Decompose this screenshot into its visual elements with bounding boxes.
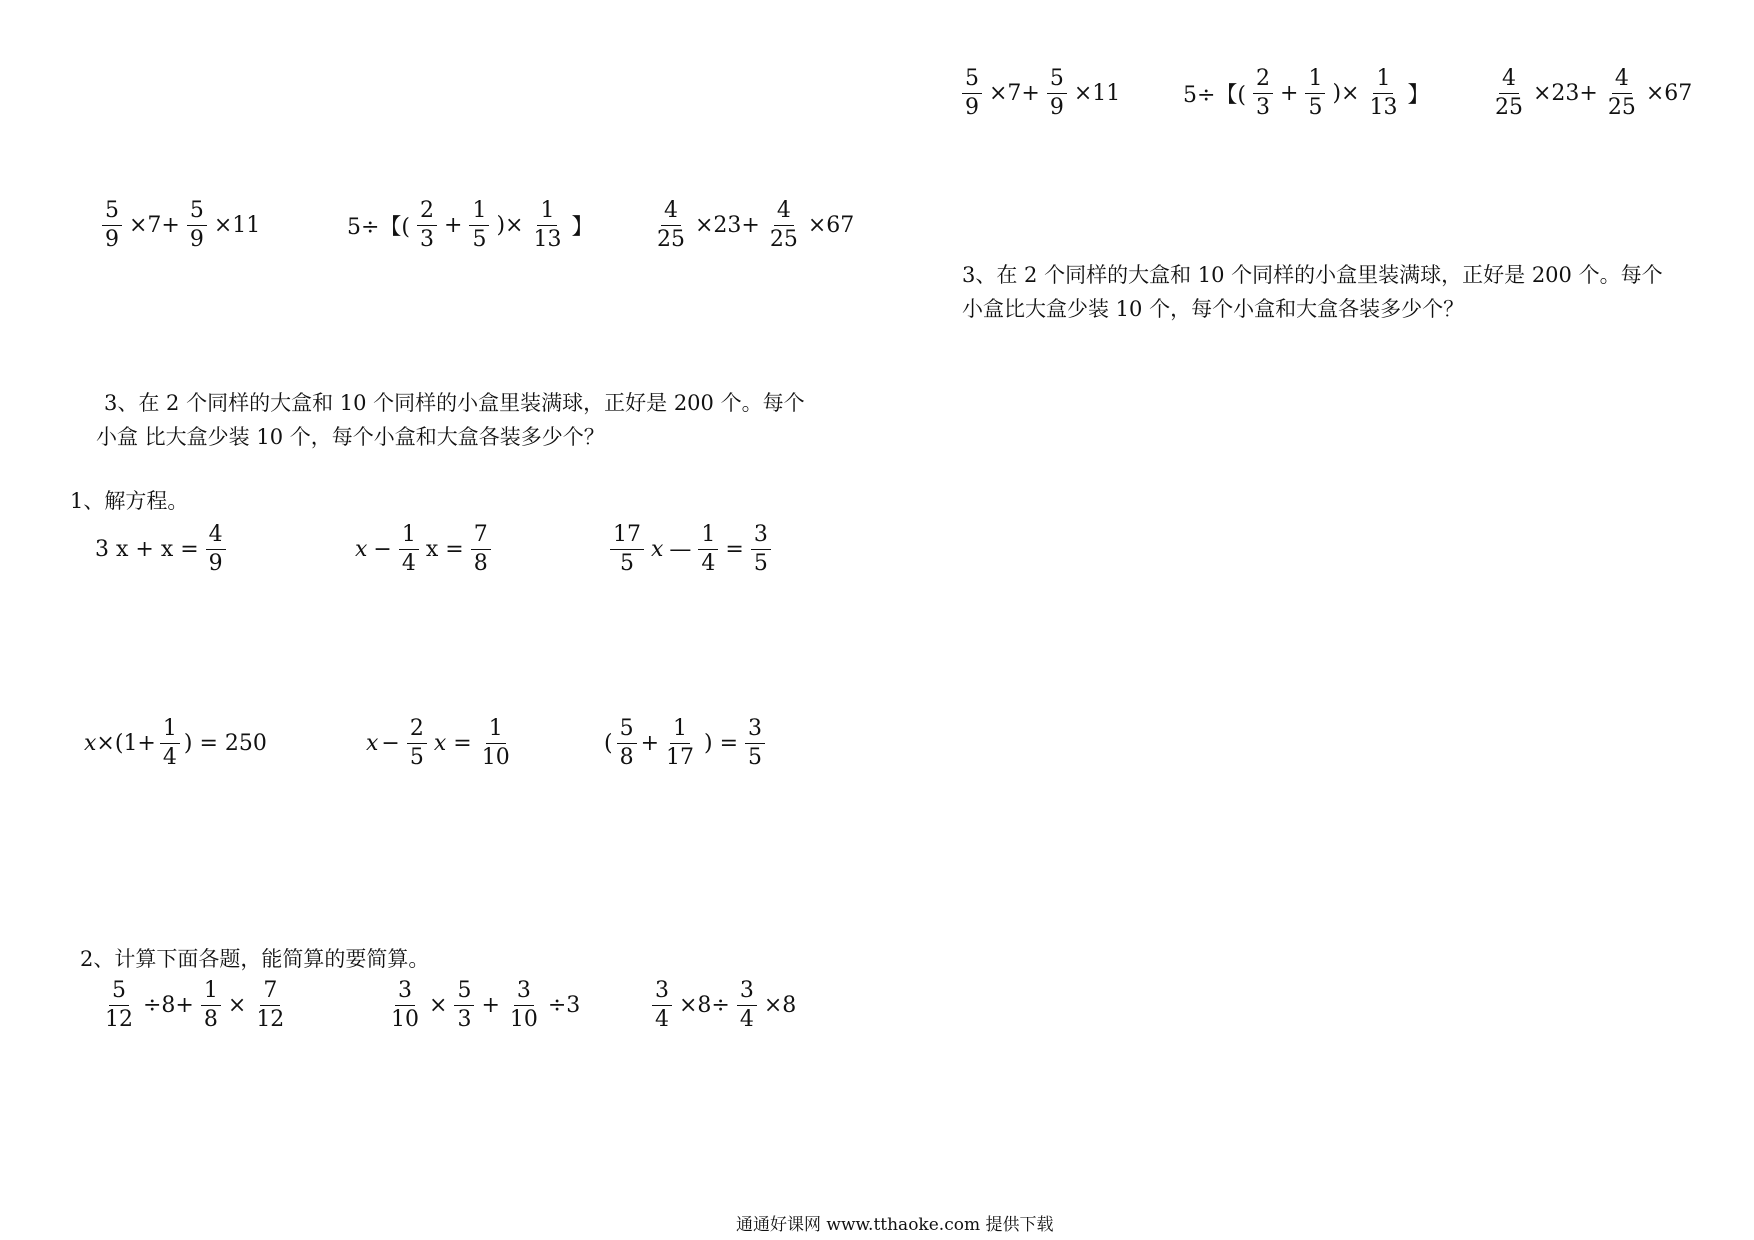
problem-line-1: 3、在 2 个同样的大盒和 10 个同样的小盒里装满球，正好是 200 个。每个 [962, 263, 1663, 287]
calc-2-2: $\frac{3}{10}$ × $\frac{5}{3}$ + $\frac{3}{10}$ ÷3 [384, 980, 583, 1031]
equation-2: x − $\frac{1}{4}$ x = $\frac{7}{8}$ [352, 524, 495, 575]
fraction: $\frac{1}{4}$ [160, 718, 180, 769]
fraction: $\frac{1}{17}$ [666, 716, 695, 770]
fraction: $\frac{5}{9}$ [1047, 68, 1067, 119]
fraction: $\frac{5}{8}$ [617, 718, 637, 769]
fraction: $\frac{1}{10}$ [481, 716, 510, 770]
calc-expression-1-right: $\frac{5}{9}$ ×7+ $\frac{5}{9}$ ×11 [958, 68, 1123, 119]
fraction: $\frac{7}{8}$ [471, 524, 491, 575]
calc-2-1: $\frac{5}{12}$ ÷8+ $\frac{1}{8}$ × $\frac{7}{12}$ [98, 980, 291, 1031]
problem-line-2: 小盒 比大盒少装 10 个，每个小盒和大盒各装多少个？ [96, 425, 605, 449]
fraction: $\frac{5}{9}$ [102, 200, 122, 251]
fraction: $\frac{4}{25}$ [1607, 66, 1636, 120]
calc-expression-2-right: 5÷【( $\frac{2}{3}$ + $\frac{1}{5}$ )× $\frac{1}{13}$ 】 [1183, 66, 1430, 120]
fraction: $\frac{3}{10}$ [509, 978, 538, 1032]
fraction: $\frac{4}{9}$ [206, 524, 226, 575]
fraction: $\frac{17}{5}$ [610, 524, 644, 575]
calc-expression-2-left: 5÷【( $\frac{2}{3}$ + $\frac{1}{5}$ )× $\frac{1}{13}$ 】 [347, 198, 594, 252]
calc-expression-3-left: $\frac{4}{25}$ ×23+ $\frac{4}{25}$ ×67 [650, 200, 857, 251]
word-problem-3-right [962, 258, 1663, 326]
fraction: $\frac{1}{4}$ [698, 524, 718, 575]
fraction: $\frac{5}{9}$ [962, 68, 982, 119]
fraction: $\frac{5}{12}$ [105, 978, 133, 1032]
fraction: $\frac{2}{3}$ [1253, 68, 1273, 119]
equation-4: x ×(1+ $\frac{1}{4}$ ) = 250 [84, 716, 267, 770]
fraction: $\frac{7}{12}$ [256, 978, 285, 1032]
fraction: $\frac{3}{10}$ [391, 978, 419, 1032]
section-2-title: 2、计算下面各题，能简算的要简算。 [80, 947, 430, 971]
problem-line-2: 小盒比大盒少装 10 个，每个小盒和大盒各装多少个？ [962, 297, 1465, 321]
equation-5: x − $\frac{2}{5}$ x = $\frac{1}{10}$ [366, 718, 517, 769]
equation-1: 3 x + x = $\frac{4}{9}$ [92, 524, 230, 575]
fraction: $\frac{1}{13}$ [533, 198, 562, 252]
fraction: $\frac{1}{4}$ [399, 524, 419, 575]
fraction: $\frac{5}{3}$ [454, 980, 474, 1031]
footer-source: 通通好课网 www.tthaoke.com 提供下载 [736, 1215, 1054, 1235]
calc-expression-3-right: $\frac{4}{25}$ ×23+ $\frac{4}{25}$ ×67 [1488, 68, 1695, 119]
equation-6: ( $\frac{5}{8}$ + $\frac{1}{17}$ ) = $\frac{3}{5}$ [604, 718, 769, 769]
fraction: $\frac{2}{3}$ [417, 200, 437, 251]
fraction: $\frac{3}{5}$ [745, 718, 765, 769]
equation-3: $\frac{17}{5}$ x — $\frac{1}{4}$ = $\frac{3}{5}$ [606, 524, 775, 575]
problem-line-1: 3、在 2 个同样的大盒和 10 个同样的小盒里装满球，正好是 200 个。每个 [104, 391, 805, 415]
calc-expression-1-left: $\frac{5}{9}$ ×7+ $\frac{5}{9}$ ×11 [98, 200, 263, 251]
word-problem-3-left [96, 386, 805, 454]
section-1-title: 1、解方程。 [70, 489, 189, 513]
fraction: $\frac{3}{5}$ [751, 524, 771, 575]
fraction: $\frac{4}{25}$ [1495, 66, 1523, 120]
fraction: $\frac{1}{13}$ [1369, 66, 1398, 120]
fraction: $\frac{1}{8}$ [201, 980, 221, 1031]
fraction: $\frac{4}{25}$ [657, 198, 685, 252]
fraction: $\frac{3}{4}$ [737, 980, 757, 1031]
calc-2-3: $\frac{3}{4}$ ×8÷ $\frac{3}{4}$ ×8 [648, 980, 799, 1031]
fraction: $\frac{5}{9}$ [187, 200, 207, 251]
fraction: $\frac{1}{5}$ [1305, 68, 1325, 119]
fraction: $\frac{2}{5}$ [407, 718, 427, 769]
fraction: $\frac{3}{4}$ [652, 980, 672, 1031]
fraction: $\frac{4}{25}$ [769, 198, 798, 252]
fraction: $\frac{1}{5}$ [469, 200, 489, 251]
